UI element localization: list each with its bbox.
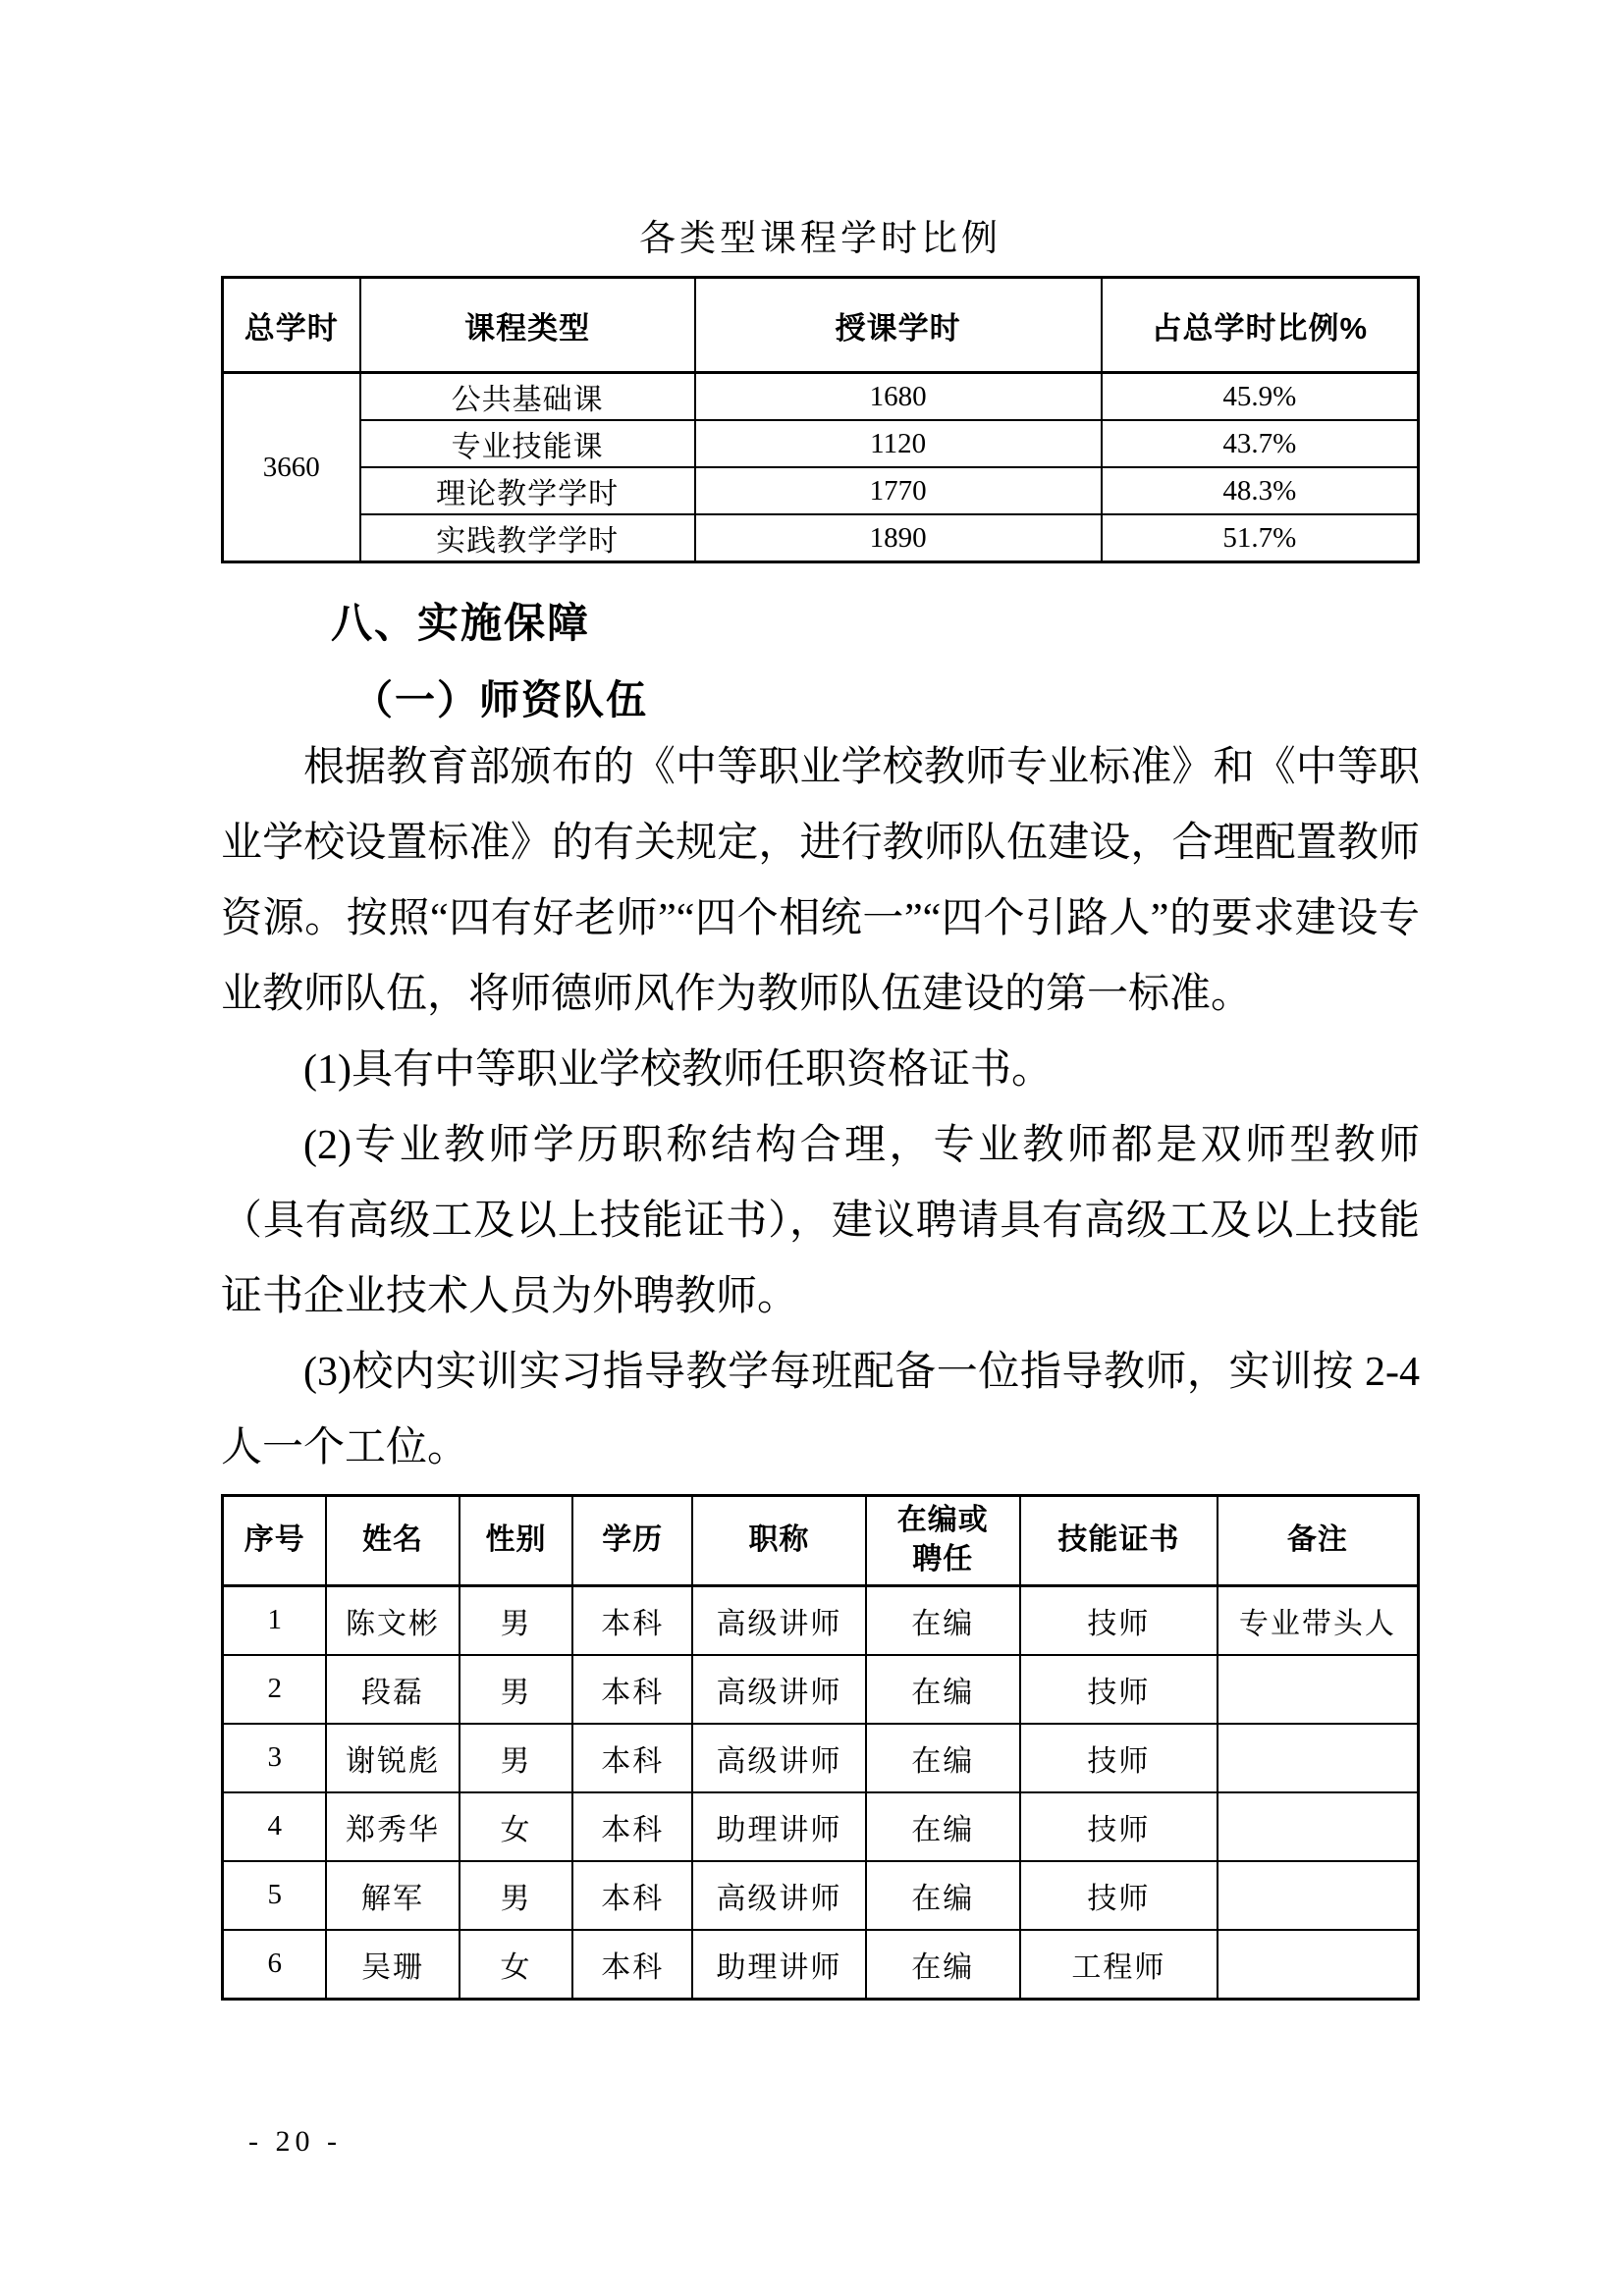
remarks-cell: [1218, 1930, 1419, 2000]
status-cell: 在编: [866, 1861, 1020, 1930]
certificate-cell: 技师: [1020, 1724, 1218, 1792]
index-cell: 6: [223, 1930, 327, 2000]
header-percent-of-total: 占总学时比例%: [1102, 278, 1419, 373]
status-cell: 在编: [866, 1655, 1020, 1724]
education-cell: 本科: [572, 1585, 692, 1655]
name-cell: 郑秀华: [326, 1792, 459, 1861]
teacher-row: [223, 1655, 1419, 1724]
certificate-cell: 技师: [1020, 1792, 1218, 1861]
name-cell: 段磊: [326, 1655, 459, 1724]
table-row: [223, 420, 1419, 467]
education-cell: 本科: [572, 1655, 692, 1724]
index-cell: 5: [223, 1861, 327, 1930]
gender-cell: 男: [460, 1724, 573, 1792]
header-skill-certificate: 技能证书: [1020, 1495, 1218, 1585]
status-cell: 在编: [866, 1724, 1020, 1792]
index-cell: 2: [223, 1655, 327, 1724]
hours-cell: 1120: [695, 420, 1102, 467]
gender-cell: 男: [460, 1655, 573, 1724]
index-cell: 4: [223, 1792, 327, 1861]
teacher-row: [223, 1930, 1419, 2000]
total-hours-value: 3660: [223, 373, 360, 562]
job-title-cell: 高级讲师: [692, 1861, 866, 1930]
status-cell: 在编: [866, 1585, 1020, 1655]
course-hours-table-title: 各类型课程学时比例: [639, 219, 1001, 259]
name-cell: 陈文彬: [326, 1585, 459, 1655]
header-remarks: 备注: [1218, 1495, 1419, 1585]
status-cell: 在编: [866, 1792, 1020, 1861]
course-hours-header-row: [223, 278, 1419, 373]
table-row: [223, 373, 1419, 421]
remarks-cell: [1218, 1792, 1419, 1861]
job-title-cell: 高级讲师: [692, 1585, 866, 1655]
job-title-cell: 助理讲师: [692, 1792, 866, 1861]
remarks-cell: [1218, 1655, 1419, 1724]
gender-cell: 女: [460, 1792, 573, 1861]
header-education: 学历: [572, 1495, 692, 1585]
name-cell: 谢锐彪: [326, 1724, 459, 1792]
course-type-cell: 理论教学学时: [360, 467, 695, 514]
index-cell: 3: [223, 1724, 327, 1792]
body-paragraphs: [221, 730, 1420, 1486]
section-heading: 八、实施保障: [331, 600, 591, 647]
status-cell: 在编: [866, 1930, 1020, 2000]
certificate-cell: 技师: [1020, 1585, 1218, 1655]
table-row: [223, 514, 1419, 562]
course-type-cell: 专业技能课: [360, 420, 695, 467]
job-title-cell: 高级讲师: [692, 1724, 866, 1792]
teacher-row: [223, 1585, 1419, 1655]
hours-cell: 1890: [695, 514, 1102, 562]
teacher-row: [223, 1792, 1419, 1861]
gender-cell: 女: [460, 1930, 573, 2000]
paragraph: (1)具有中等职业学校教师任职资格证书。: [303, 1046, 1053, 1093]
header-gender: 性别: [460, 1495, 573, 1585]
header-job-title: 职称: [692, 1495, 866, 1585]
teacher-roster-table: [221, 1494, 1420, 2001]
job-title-cell: 高级讲师: [692, 1655, 866, 1724]
page-content: [221, 218, 1420, 2160]
teacher-row: [223, 1724, 1419, 1792]
table-row: [223, 467, 1419, 514]
header-total-hours: 总学时: [223, 278, 360, 373]
job-title-cell: 助理讲师: [692, 1930, 866, 2000]
hours-cell: 1680: [695, 373, 1102, 421]
remarks-cell: [1218, 1861, 1419, 1930]
course-hours-table: [221, 276, 1420, 563]
percent-cell: 48.3%: [1102, 467, 1419, 514]
education-cell: 本科: [572, 1930, 692, 2000]
teacher-row: [223, 1861, 1419, 1930]
header-course-type: 课程类型: [360, 278, 695, 373]
certificate-cell: 技师: [1020, 1861, 1218, 1930]
remarks-cell: 专业带头人: [1218, 1585, 1419, 1655]
certificate-cell: 工程师: [1020, 1930, 1218, 2000]
education-cell: 本科: [572, 1792, 692, 1861]
header-teaching-hours: 授课学时: [695, 278, 1102, 373]
index-cell: 1: [223, 1585, 327, 1655]
name-cell: 吴珊: [326, 1930, 459, 2000]
header-name: 姓名: [326, 1495, 459, 1585]
course-type-cell: 公共基础课: [360, 373, 695, 421]
header-employment-status: 在编或聘任: [866, 1495, 1020, 1585]
header-index: 序号: [223, 1495, 327, 1585]
education-cell: 本科: [572, 1724, 692, 1792]
hours-cell: 1770: [695, 467, 1102, 514]
name-cell: 解军: [326, 1861, 459, 1930]
certificate-cell: 技师: [1020, 1655, 1218, 1724]
gender-cell: 男: [460, 1861, 573, 1930]
section-subheading: （一）师资队伍: [352, 676, 648, 722]
paragraph: (2)专业教师学历职称结构合理，专业教师都是双师型教师（具有高级工及以上技能证书），建议聘请具有高级工及以上技能证书企业技术人员为外聘教师。: [221, 1122, 1420, 1319]
remarks-cell: [1218, 1724, 1419, 1792]
course-type-cell: 实践教学学时: [360, 514, 695, 562]
education-cell: 本科: [572, 1861, 692, 1930]
paragraph: 根据教育部颁布的《中等职业学校教师专业标准》和《中等职业学校设置标准》的有关规定，进行教师队伍建设，合理配置教师资源。按照“四有好老师”“四个相统一”“四个引路人”的要求建设专业教师队伍，将师德师风作为教师队伍建设的第一标准。: [221, 744, 1420, 1017]
percent-cell: 45.9%: [1102, 373, 1419, 421]
teacher-roster-header-row: [223, 1495, 1419, 1585]
percent-cell: 51.7%: [1102, 514, 1419, 562]
gender-cell: 男: [460, 1585, 573, 1655]
percent-cell: 43.7%: [1102, 420, 1419, 467]
page-number: - 20 -: [248, 2124, 342, 2158]
paragraph: (3)校内实训实习指导教学每班配备一位指导教师，实训按 2-4 人一个工位。: [221, 1349, 1420, 1470]
